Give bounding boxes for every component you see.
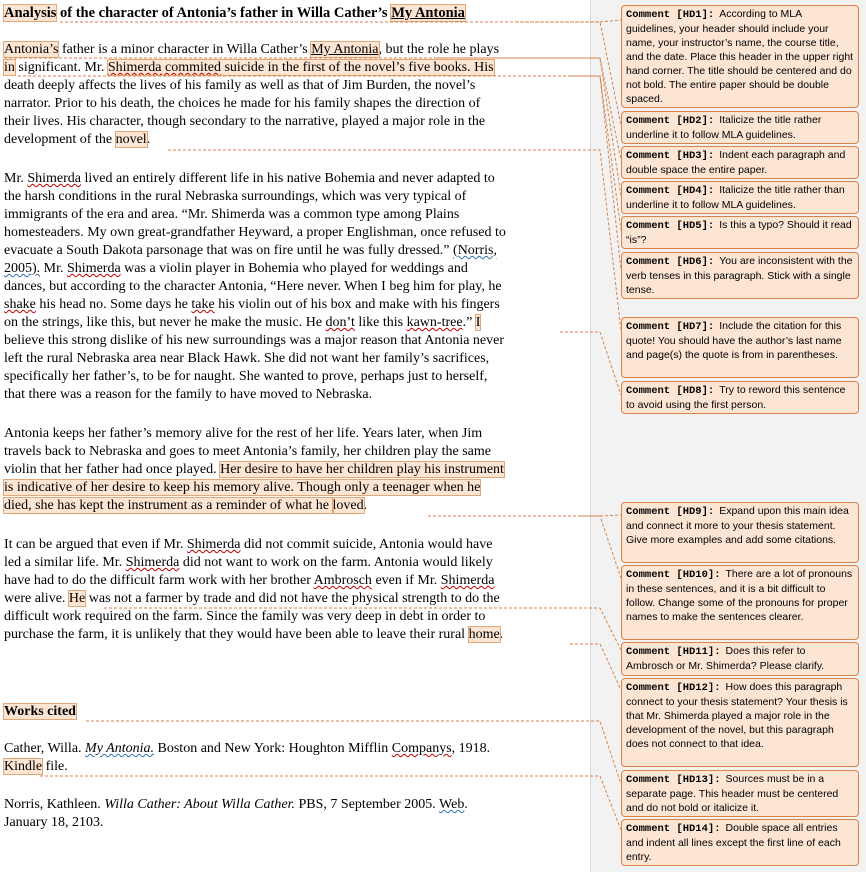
works-cited-heading [4, 703, 76, 721]
p1-in-typo[interactable]: in [4, 60, 15, 75]
paragraph-2-line-12: specifically her father’s, to be for naught. She wanted to prove, perhaps just to herself, [4, 369, 488, 384]
p4-text: even if Mr. [371, 573, 441, 588]
comment-hd4[interactable] [621, 181, 859, 214]
paragraph-2-line-7: dances, but according to the character Antonia, “Here never. When I beg him for play, he [4, 279, 502, 294]
comment-text: Indent each paragraph and double space the entire paper. [626, 149, 846, 176]
p4-text: It can be argued that even if Mr. [4, 537, 187, 552]
paragraph-4-line-1 [4, 536, 492, 554]
comment-text: According to MLA guidelines, your header should include your name, your instructor’s name, the course title, and the date. Place this header in the upper right hand corner. The title should be centered and do not bold. The entire paper should be double spaced. [626, 8, 854, 105]
citation-text: Web [439, 797, 465, 812]
comment-hd2[interactable] [621, 111, 859, 144]
comment-tag: Comment [HD12]: [626, 682, 721, 694]
p4-he[interactable]: He [68, 591, 86, 606]
comment-tag: Comment [HD10]: [626, 569, 721, 581]
comment-tag: Comment [HD7]: [626, 321, 715, 333]
paragraph-2-line-13: that there was a reason for the family to have moved to Nebraska. [4, 387, 373, 402]
citation-text: Cather, Willa. [4, 741, 86, 756]
comment-text: Italicize the title rather than underline it to follow MLA guidelines. [626, 184, 845, 211]
paragraph-4-line-2 [4, 554, 493, 572]
p3-text: violin that her father had once played. [4, 462, 221, 477]
comment-hd10[interactable] [621, 565, 859, 640]
paragraph-2-line-1 [4, 170, 495, 188]
citation: (Norris, [453, 243, 497, 258]
p1-novel[interactable]: novel [115, 132, 147, 147]
comment-text: You are inconsistent with the verb tenses in this paragraph. Stick with a single tense. [626, 255, 853, 296]
p1-text: . [146, 132, 151, 147]
p4-home[interactable]: home [468, 627, 500, 642]
paragraph-3-line-2: travels back to Nebraska and goes to meet Antonia’s family, her children play the same [4, 444, 491, 459]
misspelled-word: Shimerda [27, 171, 81, 186]
comment-hd7[interactable] [621, 317, 859, 378]
p4-text: have had to do the difficult farm work with her brother [4, 573, 314, 588]
works-cited-entry-1-line-1 [4, 740, 490, 758]
document-title [4, 4, 465, 22]
citation-text: Boston and New York: Houghton Mifflin [154, 741, 392, 756]
comment-tag: Comment [HD3]: [626, 150, 715, 162]
paragraph-1-line-1 [4, 41, 499, 59]
comment-text: Does this refer to Ambrosch or Mr. Shimerda? Please clarify. [626, 645, 825, 672]
comment-hd5[interactable] [621, 216, 859, 249]
comment-hd14[interactable] [621, 819, 859, 866]
p4-text: were alive. [4, 591, 69, 606]
citation-text: , 1918. [451, 741, 491, 756]
works-cited-entry-1-line-2 [4, 758, 68, 776]
title-text: of the character of Antonia’s father in Willa Cather’s [56, 5, 392, 21]
comment-hd8[interactable] [621, 381, 859, 414]
paragraph-2-line-10: believe this strong dislike of his new surroundings was a major reason that Antonia never [4, 333, 505, 348]
paragraph-2-line-8 [4, 296, 500, 314]
p1-text: significant. Mr. [14, 60, 108, 75]
p2-text: evacuate a South Dakota parsonage that was on fire until he was fully dressed.” [4, 243, 454, 258]
grammar-word: take [191, 297, 215, 312]
paragraph-2-line-9 [4, 314, 480, 332]
p1-work-title[interactable]: My Antonia [311, 42, 379, 57]
p3-main-idea[interactable]: is indicative of her desire to keep his memory alive. Though only a teenager when he [4, 480, 481, 495]
comment-text: There are a lot of pronouns in these sentences, and it is a bit difficult to follow. Change some of the pronouns for proper names to make the sentences clearer. [626, 568, 853, 623]
paragraph-1-line-2 [4, 59, 494, 77]
comment-text: Include the citation for this quote! You should have the author’s last name and page(s) the quote is from in parentheses. [626, 320, 842, 361]
p4-text: . [499, 627, 504, 642]
comment-tag: Comment [HD2]: [626, 115, 715, 127]
comment-text: Sources must be in a separate page. This header must be centered and do not bold or italicize it. [626, 773, 839, 814]
p4-text: led a similar life. Mr. [4, 555, 126, 570]
works-cited-entry-2-line-2: January 18, 2103. [4, 815, 104, 830]
paragraph-3-line-5 [4, 497, 367, 515]
misspelled-word: Companys [391, 741, 452, 756]
p1-tense-sentence[interactable] [108, 60, 494, 75]
comment-tag: Comment [HD6]: [626, 256, 715, 268]
comment-hd3[interactable] [621, 146, 859, 179]
p2-text: lived an entirely different life in his native Bohemia and never adapted to [81, 171, 495, 186]
p2-text: was a violin player in Bohemia who played for weddings and [120, 261, 468, 276]
misspelled-word: Shimerda [125, 555, 180, 570]
misspelled-word: Shimerda [440, 573, 495, 588]
paragraph-3-line-3 [4, 461, 504, 479]
misspelled-word: Ambrosch [313, 573, 372, 588]
comment-tag: Comment [HD5]: [626, 220, 715, 232]
comment-hd6[interactable] [621, 252, 859, 299]
p2-text: Mr. [4, 171, 28, 186]
p2-text: Mr. [40, 261, 68, 276]
paragraph-3-line-1: Antonia keeps her father’s memory alive for the rest of her life. Years later, when Jim [4, 426, 483, 441]
comment-tag: Comment [HD14]: [626, 823, 721, 835]
comment-tag: Comment [HD4]: [626, 185, 715, 197]
comment-tag: Comment [HD13]: [626, 774, 721, 786]
comment-hd1[interactable] [621, 5, 859, 108]
misspelled-word: Shimerda [67, 261, 121, 276]
p1-text: suicide in the first of the novel’s five books. His [220, 60, 494, 75]
paragraph-1-line-3: death deeply affects the lives of his family as well as that of Jim Burden, the novel’s [4, 78, 476, 93]
comment-text: Italicize the title rather underline it to follow MLA guidelines. [626, 114, 822, 141]
p1-antonias[interactable]: Antonia’s [4, 42, 59, 57]
citation-text: file. [42, 759, 68, 774]
comment-hd11[interactable] [621, 642, 859, 676]
paragraph-2-line-5 [4, 242, 497, 260]
misspelled-word: commited [161, 60, 221, 75]
comment-text: Double space all entries and indent all lines except the first line of each entry. [626, 822, 841, 863]
grammar-word: shake [4, 297, 36, 312]
works-cited-entry-2-line-1 [4, 796, 468, 814]
p4-text: was not a farmer by trade and did not have the physical strength to do the [85, 591, 500, 606]
comment-text: Expand upon this main idea and connect it more to your thesis statement. Give more examples and add some citations. [626, 505, 849, 546]
p2-text: his violin out of his box and make with his fingers [214, 297, 500, 312]
paragraph-4-line-5: difficult work required on the farm. Since the family was very deep in debt in order to [4, 609, 486, 624]
comment-tag: Comment [HD9]: [626, 506, 715, 518]
comment-text: Try to reword this sentence to avoid using the first person. [626, 384, 846, 411]
comment-tag: Comment [HD11]: [626, 646, 721, 658]
citation-title: My Antonia. [85, 741, 155, 756]
citation-text: PBS, 7 September 2005. [295, 797, 440, 812]
p4-text: did not commit suicide, Antonia would have [240, 537, 493, 552]
comment-text: How does this paragraph connect to your thesis statement? Your thesis is that Mr. Shimerda played a major role in the development of the novel, but this paragraph does not connect to that idea. [626, 681, 848, 750]
comment-hd9[interactable] [621, 502, 859, 563]
comment-hd13[interactable] [621, 770, 859, 817]
p2-first-person[interactable]: I [475, 315, 481, 330]
paragraph-1-line-5: their lives. His character, though secondary to the narrative, played a major role in the [4, 114, 486, 129]
p3-loved[interactable]: loved [332, 498, 364, 513]
p2-text: his head no. Some days he [35, 297, 192, 312]
paragraph-2-line-3: immigrants of the era and area. “Mr. Shimerda was a common type among Plains [4, 207, 460, 222]
paragraph-1-line-4: narrator. Prior to his death, the choices he made for his family shapes the direction of [4, 96, 481, 111]
p3-main-idea[interactable]: Her desire to have her children play his instrument [220, 462, 504, 477]
works-cited-heading-text[interactable]: Works cited [4, 704, 76, 719]
p4-text: purchase the farm, it is unlikely that they would have been able to leave their rural [4, 627, 469, 642]
kindle-highlight[interactable]: Kindle [4, 759, 43, 774]
p3-main-idea[interactable]: died, she has kept the instrument as a reminder of what he [4, 498, 333, 513]
citation-text: . [464, 797, 468, 812]
paragraph-2-line-6 [4, 260, 468, 278]
paragraph-2-line-2: the harsh conditions in the rural Nebraska surroundings, which was very typical of [4, 189, 467, 204]
p1-text: , but the role he plays [378, 42, 500, 57]
paragraph-4-line-3 [4, 572, 494, 590]
comment-text: Is this a typo? Should it read “is”? [626, 219, 852, 246]
misspelled-word: Shimerda [186, 537, 241, 552]
comment-tag: Comment [HD8]: [626, 385, 715, 397]
misspelled-word: Shimerda [107, 60, 162, 75]
p2-text: like this [354, 315, 407, 330]
paragraph-3-line-4 [4, 479, 480, 497]
p4-text: did not want to work on the farm. Antonia would likely [179, 555, 493, 570]
citation: 2005). [4, 261, 41, 276]
title-prefix[interactable]: Analysis [4, 5, 57, 21]
p1-text: development of the [4, 132, 116, 147]
citation-title: Willa Cather: About Willa Cather. [104, 797, 296, 812]
paragraph-2-line-11: left the rural Nebraska area near Black Hawk. She did not want her family’s sacrifices, [4, 351, 490, 366]
comment-hd12[interactable] [621, 678, 859, 767]
paragraph-4-line-6 [4, 626, 503, 644]
p2-text: .” [462, 315, 476, 330]
paragraph-1-line-6 [4, 131, 150, 149]
paragraph-4-line-4 [4, 590, 500, 608]
p3-text: . [363, 498, 368, 513]
title-work[interactable]: My Antonia [391, 5, 465, 21]
p1-text: father is a minor character in Willa Cather’s [58, 42, 312, 57]
comment-tag: Comment [HD1]: [626, 9, 715, 21]
misspelled-word: kawn-tree [406, 315, 463, 330]
paragraph-2-line-4: homesteaders. My own great-grandfather Heyward, a proper Englishman, once refused to [4, 225, 506, 240]
p2-text: on the strings, like this, but never he make the music. He [4, 315, 326, 330]
citation-text: Norris, Kathleen. [4, 797, 105, 812]
grammar-word: don’t [325, 315, 355, 330]
